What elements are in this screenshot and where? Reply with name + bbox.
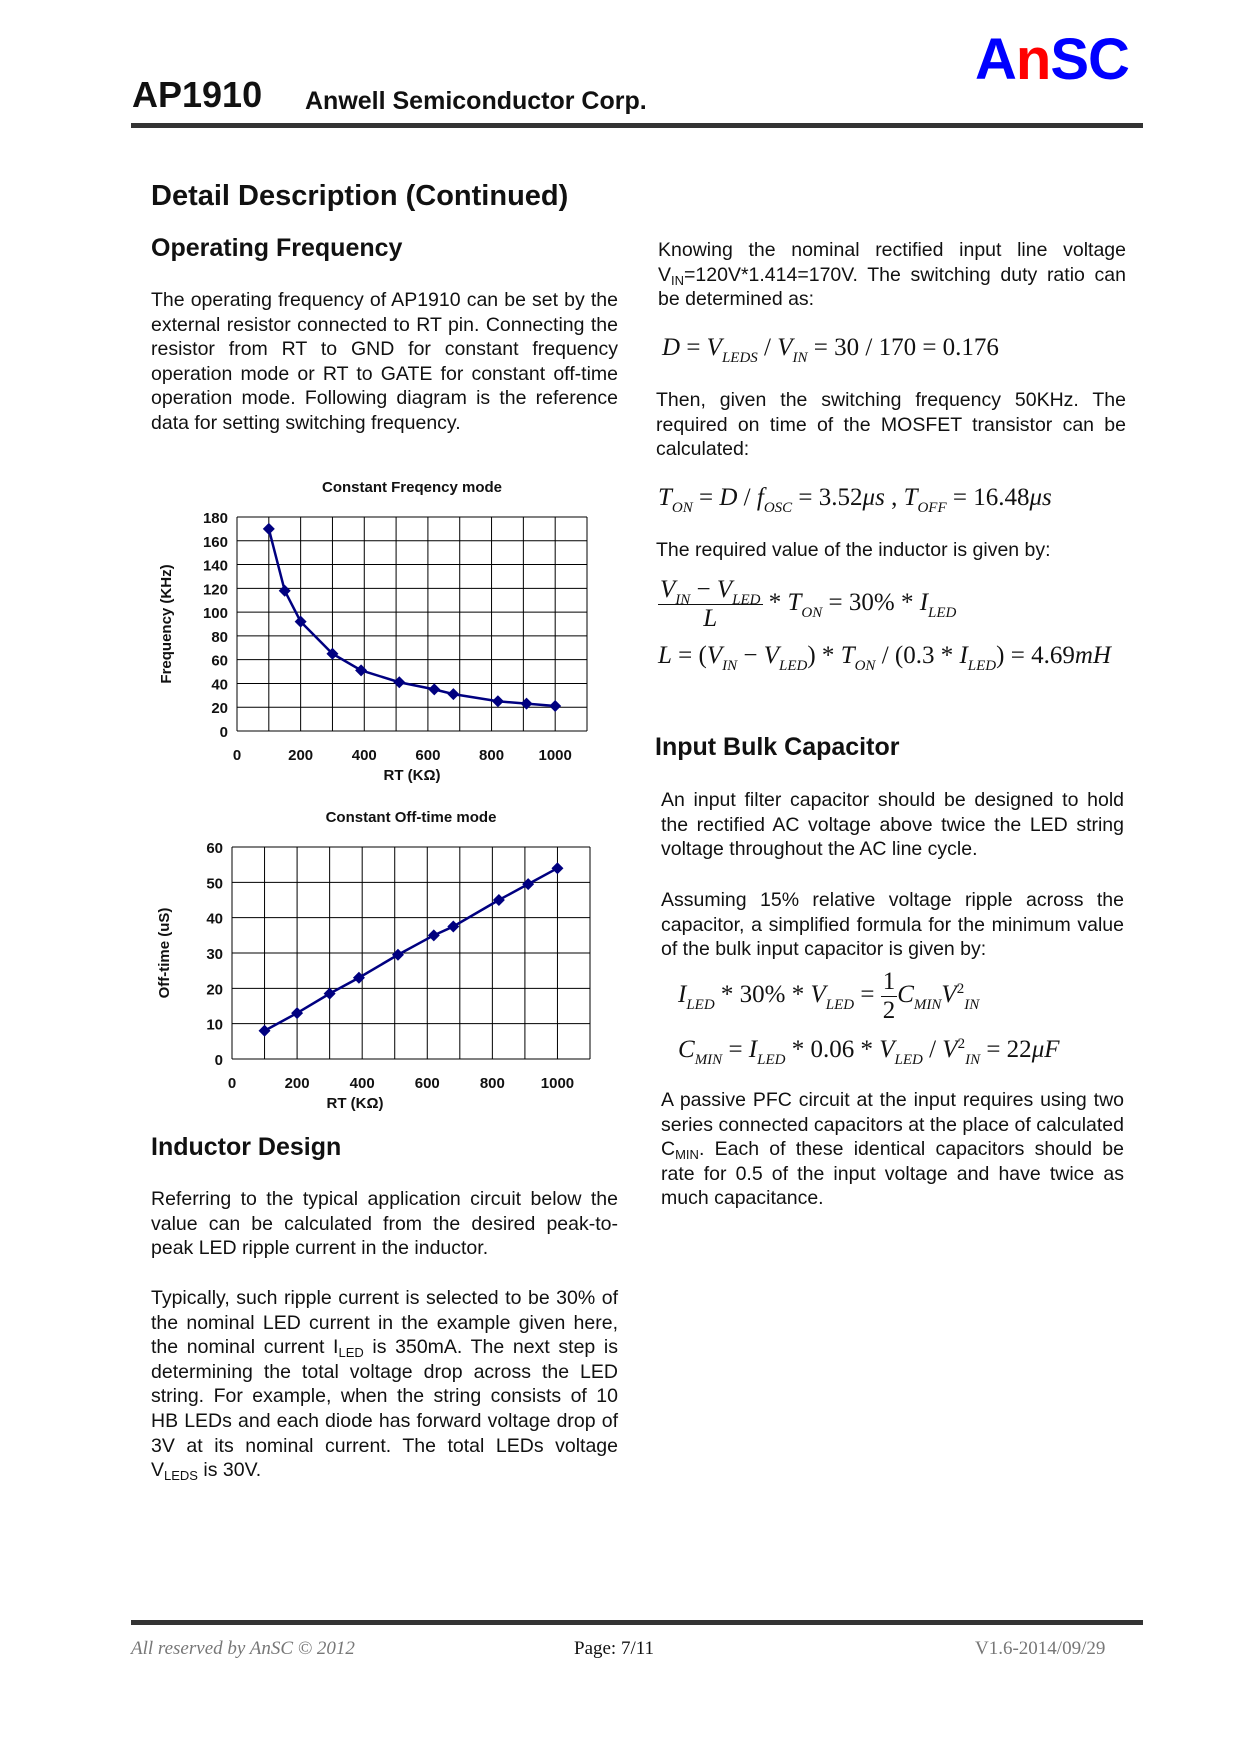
duty-ratio-formula: $D = V_{LEDS} / V_{IN} = 30 / 170 = 0.176$: [662, 334, 999, 366]
x-tick-label: 200: [284, 1075, 310, 1092]
subscript: OSC: [763, 500, 793, 516]
supscript: 2: [957, 1036, 966, 1052]
y-axis-label: Frequency (KHz): [158, 564, 175, 684]
math-symbol: μF: [1031, 1036, 1060, 1063]
operating-frequency-paragraph: The operating frequency of AP1910 can be set by the external resistor connected to RT pin. Connecting the resistor from RT to GND for constant frequency operation mode or RT to GATE for constant off-time operation mode. Following diagram is the reference data for setting switching frequency.: [151, 289, 618, 434]
y-tick-label: 160: [202, 533, 228, 551]
data-point: [279, 585, 291, 597]
constant-offtime-chart: [150, 800, 600, 1120]
bulk-paragraph-2: Assuming 15% relative voltage ripple across the capacitor, a simplified formula for the minimum value of the bulk input capacitor is given by:: [661, 889, 1124, 961]
x-tick-label: 200: [288, 747, 314, 764]
footer-version: V1.6-2014/09/29: [975, 1638, 1106, 1659]
math-symbol: V: [777, 334, 793, 361]
math-symbol: V: [942, 1036, 958, 1063]
part-number: AP1910: [132, 74, 263, 115]
data-point: [393, 676, 405, 688]
math-symbol: μs: [862, 484, 885, 511]
formula-left: $I_{LED} * 30\% * V_{LED}$ =: [678, 980, 881, 1013]
data-point: [355, 664, 367, 676]
y-tick-label: 40: [211, 676, 228, 694]
data-point: [447, 921, 459, 933]
subscript: ON: [671, 500, 693, 516]
subscript: IN: [722, 658, 738, 674]
data-point: [521, 698, 533, 710]
subscript: LEDS: [164, 1468, 198, 1484]
math-symbol: V: [941, 980, 957, 1008]
formula-rest: * $T_{ON} = 30\% * I_{LED}$: [762, 588, 957, 621]
logo-a: A: [975, 27, 1016, 92]
x-tick-label: 800: [479, 1075, 505, 1092]
data-point: [493, 894, 505, 906]
inductor-ripple-formula: [658, 576, 956, 632]
data-point: [324, 988, 336, 1000]
footer-rights: All reserved by AnSC © 2012: [131, 1638, 355, 1659]
subscript: MIN: [675, 1147, 699, 1163]
math-symbol: f: [756, 484, 764, 511]
y-tick-label: 60: [206, 840, 223, 857]
subscript: LEDS: [721, 350, 758, 366]
math-symbol: I: [678, 980, 687, 1008]
inductor-paragraph-1: Referring to the typical application circuit below the value can be calculated from the desired peak-to-peak LED ripple current in the inductor.: [151, 1188, 618, 1260]
y-tick-label: 20: [211, 700, 228, 718]
subscript: IN: [965, 1052, 981, 1068]
data-point: [551, 862, 563, 874]
math-symbol: V: [810, 980, 826, 1008]
math-symbol: C: [897, 980, 914, 1008]
data-point: [263, 523, 275, 535]
math-symbol: V: [879, 1036, 895, 1063]
subscript: LED: [757, 1052, 786, 1068]
x-tick-label: 1000: [540, 1075, 575, 1092]
constant-frequency-chart: [150, 470, 600, 800]
subscript: ON: [801, 604, 823, 621]
data-point: [492, 695, 504, 707]
y-tick-label: 80: [211, 628, 228, 646]
subscript: LED: [732, 592, 761, 608]
math-symbol: L: [703, 604, 718, 632]
math-symbol: L: [658, 642, 672, 669]
data-point: [428, 929, 440, 941]
data-point: [549, 700, 561, 712]
math-symbol: T: [658, 484, 672, 511]
subscript: IN: [964, 996, 980, 1013]
y-tick-label: 10: [206, 1016, 223, 1034]
company-name: Anwell Semiconductor Corp.: [305, 87, 647, 115]
fraction-denominator: [703, 605, 717, 633]
operating-frequency-heading: Operating Frequency: [151, 234, 403, 262]
y-tick-label: 50: [206, 875, 223, 893]
subscript: LED: [967, 658, 997, 674]
math-symbol: I: [959, 642, 968, 669]
fraction-half: [881, 968, 898, 1024]
cmin-formula: $C_{MIN} = I_{LED} * 0.06 * V_{LED} / V^2_{IN} = 22\mu F$: [678, 1036, 1060, 1068]
subscript: IN: [671, 272, 685, 288]
subscript: MIN: [913, 996, 942, 1013]
footer-rule: [131, 1620, 1143, 1625]
math-symbol: C: [678, 1036, 695, 1063]
math-symbol: V: [706, 642, 723, 669]
subscript: LED: [779, 658, 808, 674]
inductance-formula: $L = (V_{IN} - V_{LED}) * T_{ON} / (0.3 * I_{LED}) = 4.69mH$: [658, 642, 1111, 674]
subscript: ON: [854, 658, 876, 674]
y-tick-label: 0: [219, 724, 228, 741]
capacitor-energy-formula: [678, 968, 979, 1024]
subscript: IN: [792, 350, 808, 366]
section-title: Detail Description (Continued): [151, 180, 569, 212]
math-symbol: mH: [1074, 642, 1111, 669]
supscript: 2: [956, 980, 965, 997]
y-tick-label: 40: [206, 910, 223, 928]
inductor-design-heading: Inductor Design: [151, 1133, 342, 1161]
data-point: [353, 972, 365, 984]
x-axis-label: RT (KΩ): [326, 1095, 384, 1112]
fraction-numerator: 1: [882, 968, 896, 995]
x-axis-label: RT (KΩ): [383, 767, 441, 784]
math-symbol: T: [903, 484, 918, 511]
y-tick-label: 180: [202, 510, 228, 527]
data-point: [428, 683, 440, 695]
subscript: IN: [675, 592, 691, 608]
y-tick-label: 20: [206, 981, 223, 999]
logo-sc: SC: [1050, 27, 1129, 92]
on-time-formula: $T_{ON} = D / f_{OSC} = 3.52\mu s$ , $T_{OFF} = 16.48\mu s$: [658, 484, 1052, 516]
fraction: [658, 576, 763, 632]
input-bulk-capacitor-heading: Input Bulk Capacitor: [655, 733, 900, 761]
math-symbol: I: [919, 588, 929, 616]
header-rule: [131, 123, 1143, 128]
on-time-paragraph: Then, given the switching frequency 50KHz. The required on time of the MOSFET transistor can be calculated:: [656, 389, 1126, 461]
math-symbol: T: [840, 642, 855, 669]
inductor-paragraph-2: Typically, such ripple current is selected to be 30% of the nominal LED current in the example given here, the nominal current $I_{LED}$ is 350mA. The next step is determining the total voltage drop across the LED string. For example, when the string consists of 10 HB LEDs and each diode has forward voltage drop of 3V at its nominal current. The total LEDs voltage $V_{LEDS}$ is 30V.: [151, 1287, 618, 1484]
subscript: MIN: [694, 1052, 723, 1068]
subscript: OFF: [917, 500, 947, 516]
subscript: LED: [894, 1052, 923, 1068]
math-symbol: V: [706, 334, 722, 361]
formula-right: [897, 980, 980, 1013]
y-tick-label: 140: [202, 557, 228, 575]
y-axis-label: Off-time (uS): [156, 907, 173, 999]
x-tick-label: 600: [414, 1075, 440, 1092]
series-line: [269, 529, 555, 706]
chart-title: Constant Off-time mode: [325, 809, 497, 826]
subscript: LED: [928, 604, 957, 621]
y-tick-label: 100: [202, 605, 228, 623]
math-symbol: D: [662, 334, 681, 361]
x-tick-label: 0: [227, 1075, 237, 1092]
data-point: [522, 878, 534, 890]
bulk-paragraph-3: A passive PFC circuit at the input requires using two series connected capacitors at the place of calculated $C_{MIN}$. Each of these identical capacitors should be rate for 0.5 of the input voltage and have twice as much capacitance.: [661, 1089, 1124, 1210]
math-symbol: T: [787, 588, 802, 616]
logo-n: n: [1015, 27, 1051, 92]
y-tick-label: 120: [202, 581, 228, 599]
x-tick-label: 800: [479, 747, 505, 764]
x-tick-label: 600: [415, 747, 441, 764]
math-symbol: V: [763, 642, 780, 669]
x-tick-label: 1000: [538, 747, 572, 764]
math-symbol: I: [748, 1036, 758, 1063]
fraction-numerator: $V_{IN} - V_{LED}$: [660, 576, 761, 608]
inductor-intro: The required value of the inductor is given by:: [656, 539, 1051, 561]
chart-title: Constant Freqency mode: [321, 479, 503, 496]
math-symbol: D: [719, 484, 738, 511]
subscript: LED: [686, 996, 715, 1013]
data-point: [259, 1025, 271, 1037]
series-line: [265, 868, 558, 1031]
y-tick-label: 60: [211, 652, 228, 670]
y-tick-label: 30: [206, 946, 223, 963]
math-symbol: μs: [1029, 484, 1052, 511]
subscript: LED: [825, 996, 855, 1013]
y-tick-label: 0: [214, 1052, 223, 1069]
knowing-paragraph: Knowing the nominal rectified input line voltage $V_{IN}=120V*1.414=170V$. The switching duty ratio can be determined as:: [658, 239, 1126, 311]
math-symbol: V: [716, 576, 733, 603]
x-tick-label: 400: [351, 747, 377, 764]
data-point: [447, 688, 459, 700]
subscript: LED: [338, 1345, 364, 1361]
x-tick-label: 0: [232, 747, 242, 764]
x-tick-label: 400: [349, 1075, 375, 1092]
math-symbol: V: [660, 576, 676, 603]
footer-page: Page: 7/11: [574, 1638, 655, 1659]
bulk-paragraph-1: An input filter capacitor should be designed to hold the rectified AC voltage above twice the LED string voltage throughout the AC line cycle.: [661, 789, 1124, 861]
ansc-logo: [975, 26, 1129, 93]
data-point: [291, 1007, 303, 1019]
fraction-denominator: 2: [882, 996, 896, 1024]
data-point: [392, 949, 404, 961]
